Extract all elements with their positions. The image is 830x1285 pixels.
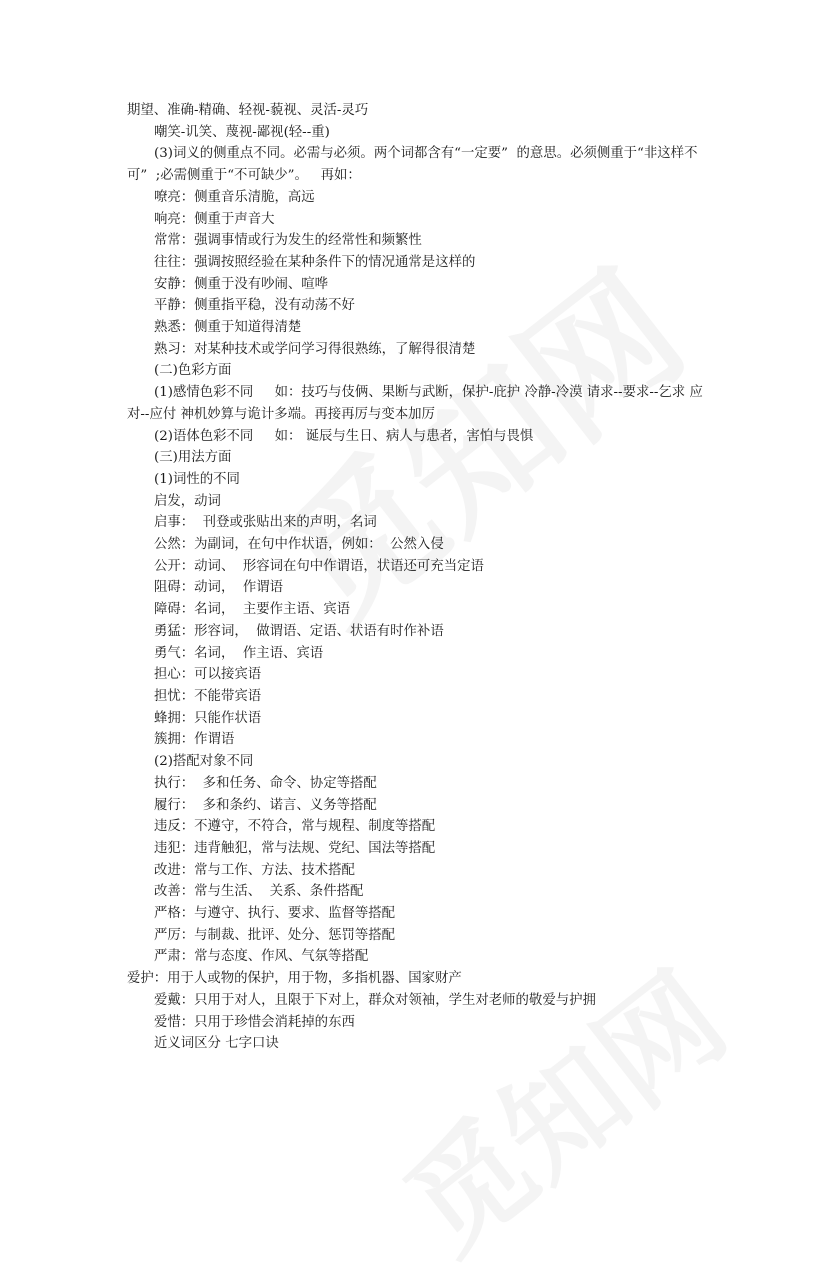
text-line: 勇猛：形容词， 做谓语、定语、状语有时作补语: [154, 623, 444, 639]
text-line: 平静：侧重指平稳，没有动荡不好: [154, 298, 355, 314]
text-line: 严肃：常与态度、作风、气氛等搭配: [154, 949, 369, 965]
text-line: 严厉：与制裁、批评、处分、惩罚等搭配: [154, 927, 396, 943]
text-line: 障碍：名词， 主要作主语、宾语: [154, 602, 350, 618]
text-line: 阻碍：动词， 作谓语: [154, 580, 284, 596]
text-line: 往往：强调按照经验在某种条件下的情况通常是这样的: [154, 254, 476, 270]
text-line: 违犯：违背触犯，常与法规、党纪、国法等搭配: [154, 840, 436, 856]
text-line: 改善：常与生活、 关系、条件搭配: [154, 884, 364, 900]
text-line: 公开：动词、 形容词在句中作谓语，状语还可充当定语: [154, 558, 484, 574]
text-line: 公然：为副词，在句中作状语，例如： 公然入侵: [154, 537, 444, 553]
text-line: 安静：侧重于没有吵闹、喧哗: [154, 276, 329, 292]
text-line: (三)用法方面: [154, 450, 232, 466]
text-line: 改进：常与工作、方法、技术搭配: [154, 862, 355, 878]
text-line: 爱惜：只用于珍惜会消耗掉的东西: [154, 1014, 355, 1030]
text-line: 执行： 多和任务、命令、协定等搭配: [154, 775, 377, 791]
text-line: (2)搭配对象不同: [154, 754, 254, 770]
text-line: (1)词性的不同: [154, 471, 240, 487]
text-line: (2)语体色彩不同 如： 诞辰与生日、病人与患者，害怕与畏惧: [154, 428, 534, 444]
text-line: 熟悉：侧重于知道得清楚: [154, 320, 302, 336]
text-line: 响亮：侧重于声音大: [154, 211, 275, 227]
text-line: 勇气：名词， 作主语、宾语: [154, 645, 324, 661]
text-line: 蜂拥：只能作状语: [154, 710, 262, 726]
text-line: 熟习：对某种技术或学问学习得很熟练，了解得很清楚: [154, 341, 476, 357]
text-line: 爱护：用于人或物的保护，用于物，多指机器、国家财产: [127, 971, 462, 987]
text-line: 严格：与遵守、执行、要求、监督等搭配: [154, 906, 396, 922]
text-line: 启发，动词: [154, 493, 221, 509]
text-line: 嘹亮：侧重音乐清脆，高远: [154, 189, 315, 205]
text-line: (二)色彩方面: [154, 363, 232, 379]
document-body: [127, 100, 717, 1055]
text-line: (1)感情色彩不同 如：技巧与伎俩、果断与武断，保护-庇护 冷静-冷漠 请求--要求--乞求 应对--应付 神机妙算与诡计多端。再接再厉与变本加厉: [127, 385, 703, 422]
text-line: 期望、准确-精确、轻视-藐视、灵活-灵巧: [127, 103, 369, 118]
text-line: 爱戴：只用于对人，且限于下对上，群众对领袖，学生对老师的敬爱与护拥: [154, 992, 596, 1008]
text-line: 启事： 刊登或张贴出来的声明，名词: [154, 515, 377, 531]
text-line: 担心：可以接宾语: [154, 667, 262, 683]
text-line: (3)词义的侧重点不同。必需与必须。两个词都含有“一定要” 的意思。必须侧重于“非这样不可” ;必需侧重于“不可缺少”。 再如：: [127, 146, 698, 184]
text-line: 履行： 多和条约、诺言、义务等搭配: [154, 797, 377, 813]
text-line: 常常：强调事情或行为发生的经常性和频繁性: [154, 233, 422, 249]
text-line: 近义词区分 七字口诀: [154, 1036, 279, 1052]
text-line: 违反：不遵守，不符合，常与规程、制度等搭配: [154, 819, 436, 835]
text-line: 担忧：不能带宾语: [154, 688, 262, 704]
text-line: 簇拥：作谓语: [154, 732, 235, 748]
text-line: 嘲笑-讥笑、蔑视-鄙视(轻--重): [154, 124, 330, 140]
